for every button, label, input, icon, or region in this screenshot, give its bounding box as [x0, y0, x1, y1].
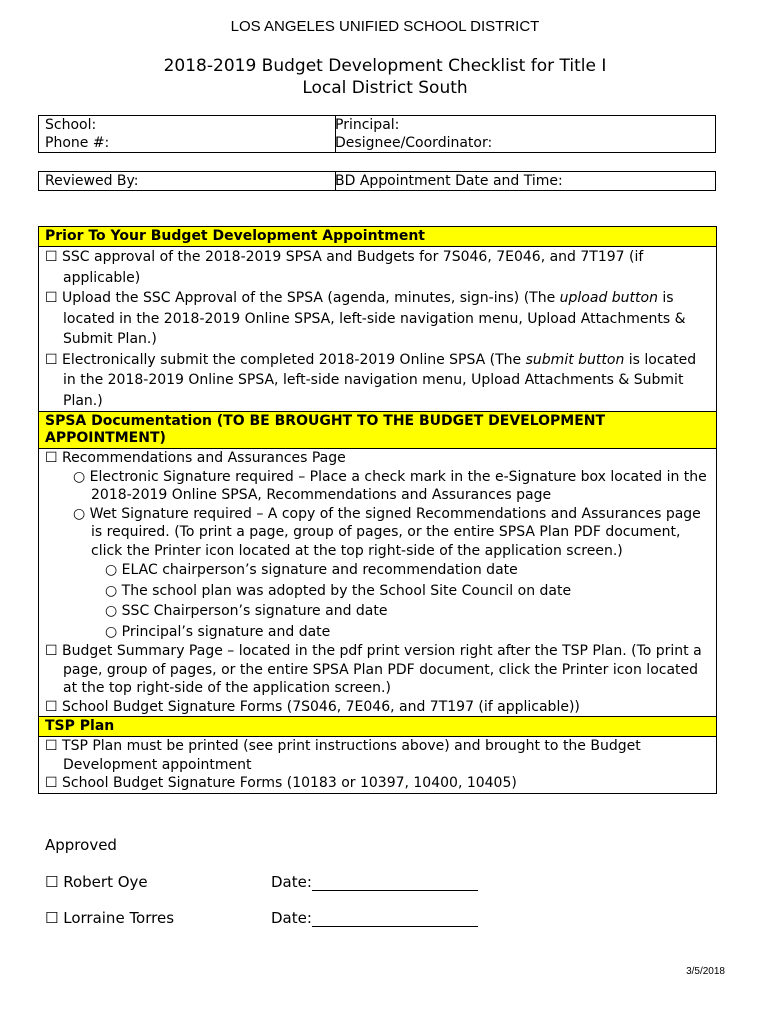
item-text: Electronically submit the completed 2018-2019 Online SPSA (The	[62, 351, 526, 368]
review-box	[38, 171, 716, 191]
item-text: is located in the 2018-2019 Online SPSA, left-side navigation menu, Upload Attachments & Submit Plan.)	[63, 351, 697, 409]
school-info-left	[39, 116, 336, 152]
sub-sub-item-elac	[39, 560, 716, 581]
checkbox-icon[interactable]: ☐	[45, 909, 59, 927]
checkbox-icon[interactable]: ☐	[45, 450, 58, 466]
signer-lorraine-torres	[45, 909, 174, 927]
item-text: Wet Signature required – A copy of the signed Recommendations and Assurances page is required. (To print a page, group of pages, or the entire SPSA Plan PDF document, click the Printer icon located at the top right-side of the application screen.)	[89, 505, 701, 559]
item-text: Budget Summary Page – located in the pdf print version right after the TSP Plan. (To print a page, group of pages, or the entire SPSA Plan PDF document, click the Printer icon located at the top right-side of the application screen.)	[62, 643, 702, 696]
date-label: Date:	[271, 909, 312, 927]
checkbox-icon[interactable]: ☐	[45, 351, 58, 368]
circle-bullet-icon: ○	[105, 582, 118, 599]
signer-name: Robert Oye	[63, 873, 148, 891]
circle-bullet-icon: ○	[73, 505, 86, 522]
checkbox-icon[interactable]: ☐	[45, 738, 58, 754]
date-line-2[interactable]	[312, 909, 478, 927]
checkbox-icon[interactable]: ☐	[45, 873, 59, 891]
circle-bullet-icon: ○	[105, 562, 118, 578]
reviewed-by-label: Reviewed By:	[39, 172, 336, 190]
circle-bullet-icon: ○	[105, 623, 118, 640]
item-text: Principal’s signature and date	[121, 623, 331, 640]
item-emphasis: submit button	[525, 351, 625, 368]
checklist-item-tsp-forms	[39, 774, 716, 793]
title-line-1: 2018-2019 Budget Development Checklist for Title I	[163, 56, 607, 76]
checkbox-icon[interactable]: ☐	[45, 775, 58, 791]
section-header-tsp: TSP Plan	[39, 716, 716, 737]
approved-label: Approved	[45, 836, 117, 854]
item-text: The school plan was adopted by the School Site Council on date	[121, 582, 572, 599]
school-info-box	[38, 115, 716, 153]
checklist-item-submit-spsa	[39, 350, 716, 412]
item-text: Recommendations and Assurances Page	[62, 450, 346, 466]
checkbox-icon[interactable]: ☐	[45, 643, 58, 659]
circle-bullet-icon: ○	[105, 603, 118, 619]
checklist-item-budget-forms	[39, 698, 716, 717]
date-line-1[interactable]	[312, 873, 478, 891]
section-header-spsa: SPSA Documentation (TO BE BROUGHT TO THE BUDGET DEVELOPMENT APPOINTMENT)	[39, 411, 716, 449]
checklist-item-upload-approval	[39, 288, 716, 350]
item-text: Upload the SSC Approval of the SPSA (agenda, minutes, sign-ins) (The	[62, 290, 560, 306]
item-text: SSC approval of the 2018-2019 SPSA and Budgets for 7S046, 7E046, and 7T197 (if applicable)	[62, 249, 644, 286]
section-header-prior: Prior To Your Budget Development Appointment	[39, 227, 716, 247]
item-emphasis: upload button	[559, 290, 658, 306]
sub-item-electronic-signature	[39, 468, 716, 505]
district-name: LOS ANGELES UNIFIED SCHOOL DISTRICT	[230, 18, 540, 35]
circle-bullet-icon: ○	[73, 468, 86, 485]
footer-date: 3/5/2018	[686, 966, 725, 977]
sub-sub-item-ssc-chair	[39, 601, 716, 622]
item-text: School Budget Signature Forms (10183 or 10397, 10400, 10405)	[62, 775, 517, 791]
date-field-1	[271, 873, 478, 891]
page-title	[0, 55, 770, 99]
sub-sub-item-principal	[39, 622, 716, 643]
bd-appointment-label: BD Appointment Date and Time:	[335, 173, 563, 189]
checkbox-icon[interactable]: ☐	[45, 698, 58, 715]
sub-sub-item-adopted	[39, 581, 716, 602]
item-text: SSC Chairperson’s signature and date	[121, 603, 388, 619]
checklist-table	[38, 226, 717, 794]
item-text: ELAC chairperson’s signature and recommendation date	[121, 562, 518, 578]
checklist-item-ssc-approval	[39, 247, 716, 288]
checklist-item-recommendations	[39, 449, 716, 468]
item-text: Electronic Signature required – Place a check mark in the e-Signature box located in the 2018-2019 Online SPSA, Recommendations and Assurances page	[89, 468, 707, 503]
sub-item-wet-signature	[39, 505, 716, 561]
checklist-item-budget-summary	[39, 642, 716, 698]
signer-robert-oye	[45, 873, 148, 891]
date-label: Date:	[271, 873, 312, 891]
date-field-2	[271, 909, 478, 927]
principal-label: Principal:	[335, 117, 400, 133]
checkbox-icon[interactable]: ☐	[45, 249, 58, 265]
item-text: is located in the 2018-2019 Online SPSA, left-side navigation menu, Upload Attachments & Submit Plan.)	[63, 290, 686, 347]
signer-name: Lorraine Torres	[63, 909, 175, 927]
checklist-item-tsp-plan	[39, 737, 716, 774]
school-info-right	[329, 116, 715, 152]
school-label: School:	[45, 117, 97, 133]
designee-label: Designee/Coordinator:	[335, 135, 493, 151]
phone-label: Phone #:	[45, 135, 110, 151]
item-text: School Budget Signature Forms (7S046, 7E046, and 7T197 (if applicable))	[62, 698, 580, 715]
title-line-2: Local District South	[302, 78, 468, 98]
checkbox-icon[interactable]: ☐	[45, 290, 58, 306]
item-text: TSP Plan must be printed (see print instructions above) and brought to the Budget Development appointment	[62, 738, 641, 773]
